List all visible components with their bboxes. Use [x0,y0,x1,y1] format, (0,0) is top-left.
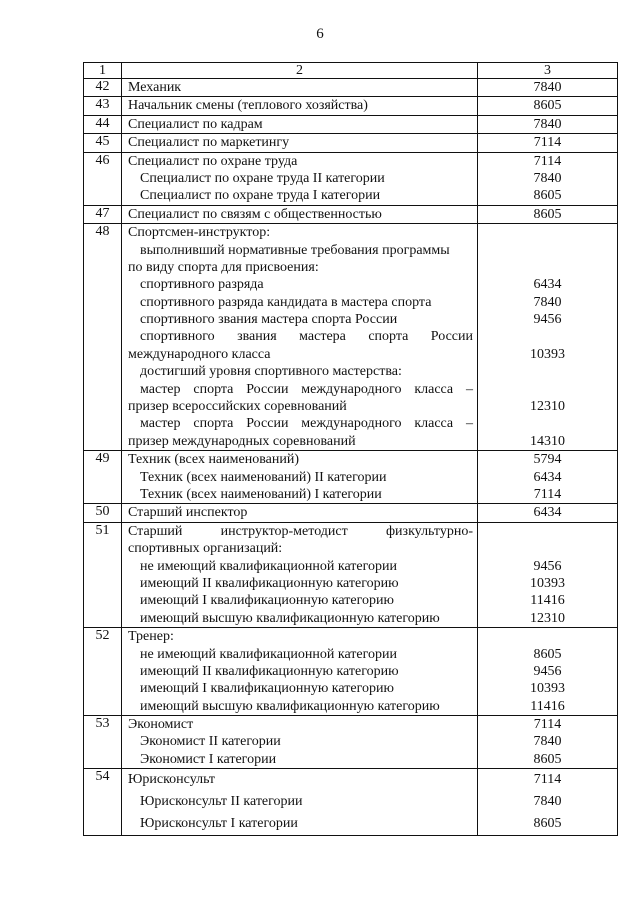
position-line: Техник (всех наименований) [128,452,299,468]
row-number: 49 [84,451,122,504]
salary-cell [478,79,618,97]
position-line: не имеющий квалификационной категории [140,646,398,662]
position-cell [122,79,478,97]
salary-cell [478,522,618,627]
table-row [84,769,618,836]
salary-cell [478,97,618,115]
table-row [84,224,618,451]
position-line: имеющий I квалификационную категорию [140,681,394,697]
table-row [84,115,618,133]
position-cell [122,224,478,451]
salary-value: 8605 [533,206,562,222]
salary-value: 7114 [533,486,562,502]
position-line: имеющий II квалификационную категорию [140,663,399,679]
table-row [84,134,618,152]
position-line: мастер спорта России международного класса – [140,381,473,397]
salary-value: 6434 [533,469,562,485]
position-line: Техник (всех наименований) II категории [140,469,387,485]
position-line: достигший уровня спортивного мастерства: [140,364,402,380]
salary-value: 8605 [533,188,562,204]
position-line: имеющий высшую квалификационную категорию [140,698,440,714]
position-cell [122,134,478,152]
salary-value: 7840 [533,116,562,132]
position-cell [122,451,478,504]
salary-value [478,415,617,432]
salary-value: 7840 [533,294,562,310]
header-col-position: 2 [122,63,478,79]
page-number: 6 [316,26,324,42]
salary-value [478,363,617,380]
position-line: Механик [128,80,182,95]
row-number: 50 [84,504,122,522]
salary-cell [478,769,618,836]
salary-value: 10393 [530,346,565,362]
salary-value: 8605 [533,816,562,832]
position-line: Старший инспектор [128,505,248,521]
salary-cell [478,628,618,716]
row-number: 45 [84,134,122,152]
salary-value: 10393 [530,681,565,697]
position-line: по виду спорта для присвоения: [128,259,319,275]
position-line: Специалист по кадрам [128,116,263,132]
salary-cell [478,716,618,769]
position-line: спортивного разряда [140,277,264,293]
table-row [84,451,618,504]
position-line: Юрисконсульт [128,772,216,788]
salary-value: 8605 [533,646,562,662]
row-number: 54 [84,769,122,836]
salary-value: 9456 [533,663,562,679]
position-cell [122,628,478,716]
header-col-number: 1 [84,63,122,79]
position-line: имеющий II квалификационную категорию [140,575,399,591]
salary-value: 7840 [533,80,562,95]
salary-value [478,224,617,241]
salary-cell [478,115,618,133]
position-cell [122,97,478,115]
header-col-salary: 3 [478,63,618,79]
position-cell [122,716,478,769]
row-number: 53 [84,716,122,769]
position-line: Тренер: [128,629,174,645]
position-line: Юрисконсульт II категории [140,794,303,810]
salary-value [478,540,617,557]
table-body [84,63,618,836]
row-number: 47 [84,205,122,223]
row-number: 52 [84,628,122,716]
position-line: спортивного звания мастера спорта России [140,329,473,345]
salary-value: 8605 [533,751,562,767]
position-line: Спортсмен-инструктор: [128,225,271,241]
position-line: спортивного звания мастера спорта России [140,312,398,328]
position-line: международного класса [128,346,271,362]
position-line: спортивного разряда кандидата в мастера спорта [140,294,432,310]
salary-value: 11416 [530,593,565,609]
salary-value: 7114 [533,153,562,169]
row-number: 51 [84,522,122,627]
salary-value: 7114 [533,772,562,788]
position-line: Специалист по связям с общественностью [128,206,382,222]
salary-value: 12310 [530,610,565,626]
salary-value: 6434 [533,277,562,293]
salary-value: 7840 [533,170,562,186]
row-number: 44 [84,115,122,133]
position-line: Техник (всех наименований) I категории [140,486,382,502]
position-line: имеющий высшую квалификационную категорию [140,610,440,626]
position-cell [122,504,478,522]
salary-value [478,242,617,259]
salary-value: 10393 [530,575,565,591]
table-row [84,504,618,522]
salary-value [478,259,617,276]
salary-value: 9456 [533,558,562,574]
position-line: Экономист I категории [140,751,277,767]
salary-value: 12310 [530,399,565,415]
salary-table [83,62,618,836]
salary-value: 7840 [533,794,562,810]
salary-cell [478,224,618,451]
salary-value [478,381,617,398]
position-line: Специалист по охране труда I категории [140,188,381,204]
position-cell [122,522,478,627]
row-number: 42 [84,79,122,97]
position-line: Старший инструктор-методист физкультурно- [128,523,473,539]
salary-value: 7840 [533,734,562,750]
position-line: Начальник смены (теплового хозяйства) [128,98,368,114]
position-line: призер международных соревнований [128,433,356,449]
position-line: Юрисконсульт I категории [140,816,298,832]
position-line: призер всероссийских соревнований [128,399,347,415]
table-row [84,205,618,223]
table-row [84,97,618,115]
position-line: Специалист по охране труда [128,153,298,169]
position-cell [122,205,478,223]
salary-value: 5794 [533,452,562,468]
table-row [84,628,618,716]
position-line: мастер спорта России международного класса – [140,416,473,432]
salary-value: 6434 [533,505,562,521]
position-line: выполнивший нормативные требования программы [140,242,450,258]
position-cell [122,115,478,133]
salary-value: 7114 [533,717,562,733]
salary-value [478,628,617,645]
salary-value [478,523,617,540]
position-line: Экономист [128,717,194,733]
table-row [84,522,618,627]
table-row [84,152,618,205]
table-row [84,716,618,769]
salary-cell [478,504,618,522]
table-row [84,79,618,97]
row-number: 43 [84,97,122,115]
salary-value: 9456 [533,312,562,328]
salary-value [478,328,617,345]
salary-value: 14310 [530,433,565,449]
position-cell [122,769,478,836]
position-line: имеющий I квалификационную категорию [140,593,394,609]
salary-cell [478,134,618,152]
salary-cell [478,152,618,205]
salary-value: 8605 [533,98,562,114]
position-line: Специалист по маркетингу [128,135,290,151]
salary-cell [478,451,618,504]
position-cell [122,152,478,205]
salary-cell [478,205,618,223]
position-line: спортивных организаций: [128,541,283,557]
position-line: не имеющий квалификационной категории [140,558,398,574]
position-line: Специалист по охране труда II категории [140,170,385,186]
row-number: 46 [84,152,122,205]
salary-value: 7114 [533,135,562,151]
position-line: Экономист II категории [140,734,281,750]
row-number: 48 [84,224,122,451]
salary-value: 11416 [530,698,565,714]
table-header-row [84,63,618,79]
